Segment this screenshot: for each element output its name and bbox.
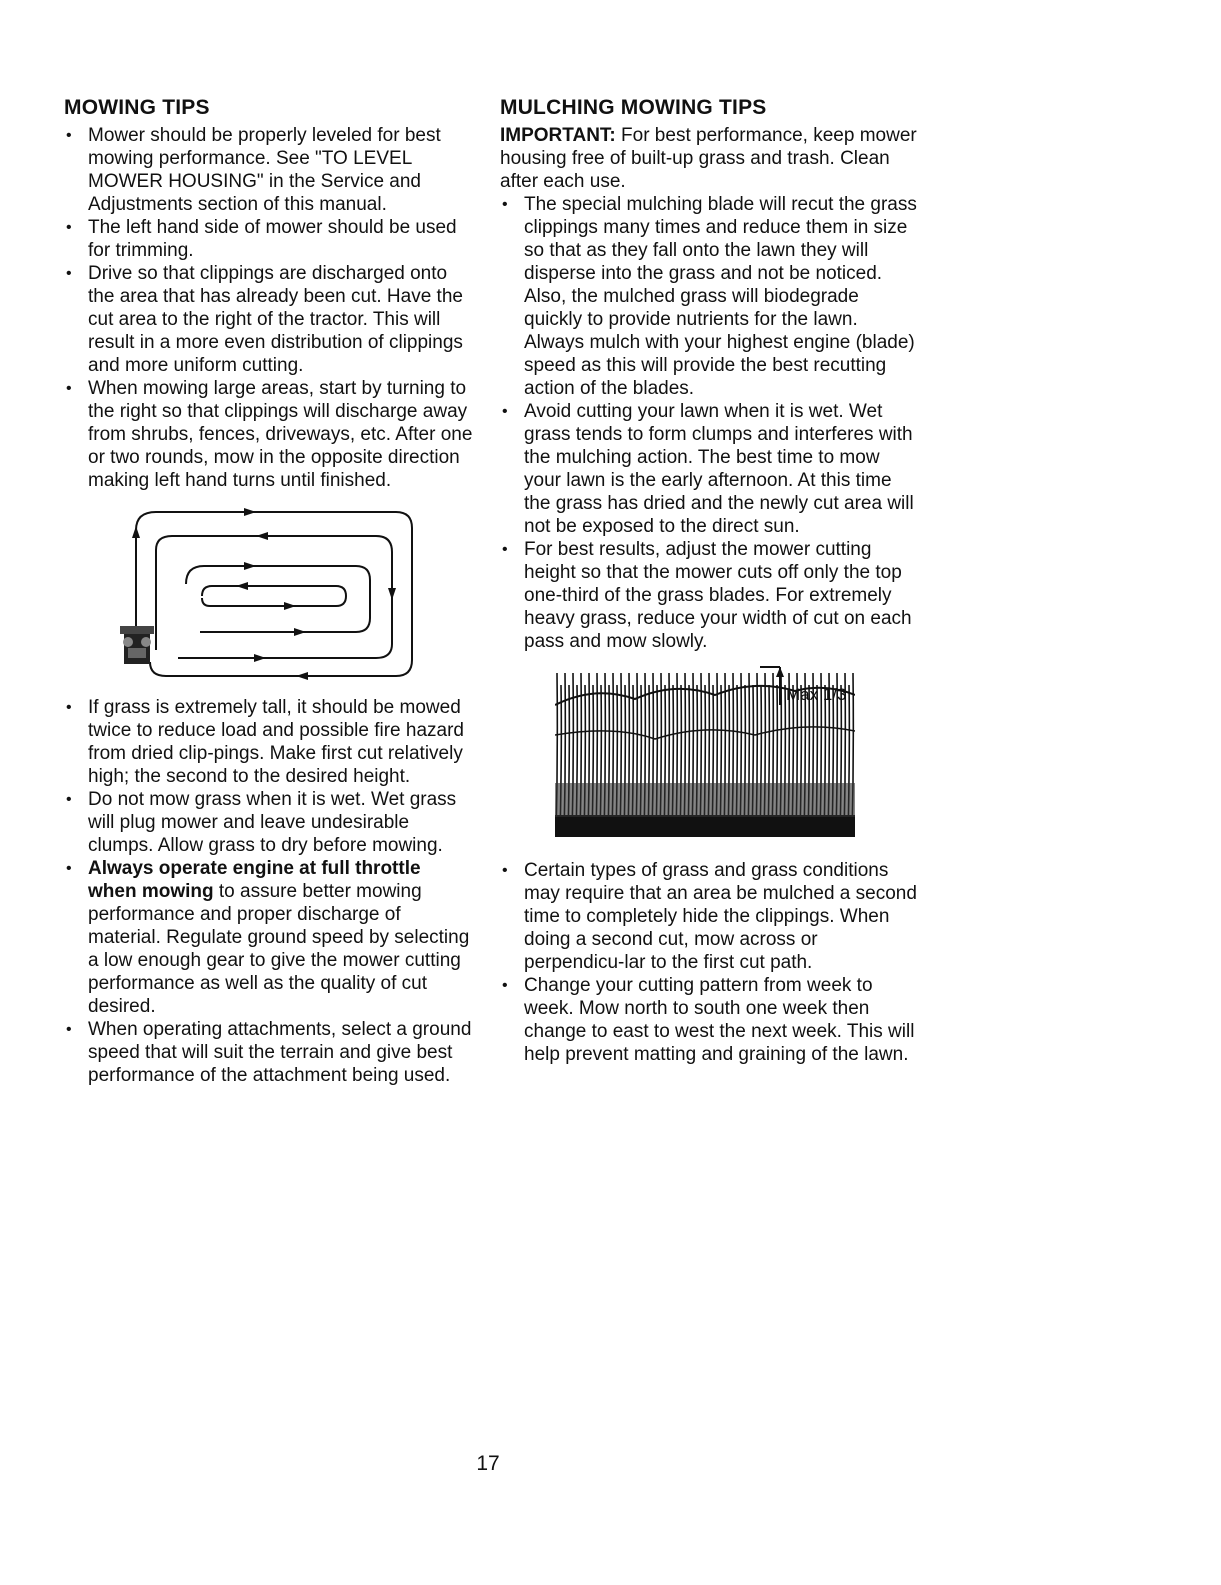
mowing-pattern-illustration [106,500,426,680]
mowing-tips-list-top [64,124,474,492]
mowing-tips-column [64,96,474,1087]
list-item [64,857,474,1018]
list-item: • Drive so that clippings are discharged onto the area that has already been cut. Have the cut area to the right of the tractor. This will result in a more even distribution of clippings and more uniform cutting. [64,262,474,377]
mowing-tips-heading: MOWING TIPS [64,96,210,119]
list-item: • Do not mow grass when it is wet. Wet grass will plug mower and leave undesirable clumps. Allow grass to dry before mowing. [64,788,474,857]
grass-height-illustration [500,665,920,845]
page-number: 17 [476,1452,500,1475]
important-label: IMPORTANT: [500,125,616,146]
throttle-bold-text: Always operate engine at full throttle when mowing [88,858,421,902]
throttle-text: to assure better mowing performance and proper discharge of material. Regulate ground speed by selecting a low enough gear to give the mower cutting performance as well as the quality of cut desired. [88,881,470,1017]
list-item: • For best results, adjust the mower cutting height so that the mower cuts off only the top one-third of the grass blades. For extremely heavy grass, reduce your width of cut on each pass and mow slowly. [500,538,920,653]
important-paragraph [500,124,920,193]
mowing-tips-list-bottom [64,696,474,1087]
list-item: • When mowing large areas, start by turning to the right so that clippings will discharge away from shrubs, fences, driveways, etc. After one or two rounds, mow in the opposite direction making left hand turns until finished. [64,377,474,492]
max-cut-label: Max 1/3 [786,685,847,704]
list-item: • The left hand side of mower should be used for trimming. [64,216,474,262]
mulching-tips-heading: MULCHING MOWING TIPS [500,96,767,119]
list-item: • The special mulching blade will recut the grass clippings many times and reduce them in size so that as they fall onto the lawn they will disperse into the grass and not be noticed. Also, the mulched grass will biodegrade quickly to provide nutrients for the lawn. Always mulch with your highest engine (blade) speed as this will provide the best recutting action of the blades. [500,193,920,400]
list-item: • Avoid cutting your lawn when it is wet. Wet grass tends to form clumps and interferes with the mulching action. The best time to mow your lawn is the early afternoon. At this time the grass has dried and the newly cut area will not be exposed to the direct sun. [500,400,920,538]
important-text: For best performance, keep mower housing free of built-up grass and trash. Clean after each use. [500,125,917,192]
list-item: • Certain types of grass and grass conditions may require that an area be mulched a second time to completely hide the clippings. When doing a second cut, mow across or perpendicu-lar to the first cut path. [500,859,920,974]
mowing-pattern-diagram [64,500,474,680]
list-item: • Mower should be properly leveled for best mowing performance. See "TO LEVEL MOWER HOUSING" in the Service and Adjustments section of this manual. [64,124,474,216]
mulching-tips-column [500,96,920,1066]
list-item: • When operating attachments, select a ground speed that will suit the terrain and give best performance of the attachment being used. [64,1018,474,1087]
tractor-icon [120,626,154,664]
list-item: • Change your cutting pattern from week to week. Mow north to south one week then change to east to west the next week. This will help prevent matting and graining of the lawn. [500,974,920,1066]
list-item: • If grass is extremely tall, it should be mowed twice to reduce load and possible fire hazard from dried clip-pings. Make first cut relatively high; the second to the desired height. [64,696,474,788]
mulching-tips-list-bottom [500,859,920,1066]
mulching-tips-list-top [500,193,920,653]
